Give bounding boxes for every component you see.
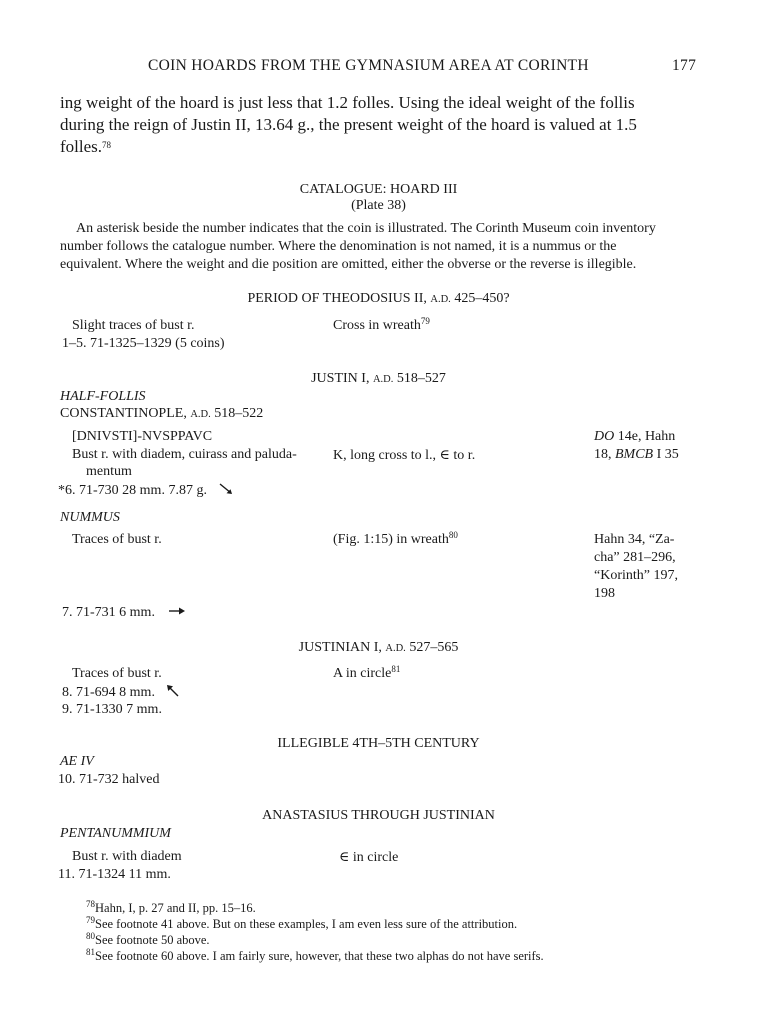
denomination-half-follis: HALF-FOLLIS bbox=[60, 389, 146, 404]
obverse-text: Bust r. with diadem bbox=[72, 849, 182, 864]
obverse-text: Traces of bust r. bbox=[72, 666, 162, 681]
catalogue-note-3: equivalent. Where the weight and die position are omitted, either the obverse or the reverse is illegible. bbox=[60, 257, 637, 272]
die-axis-arrow-icon bbox=[165, 684, 181, 698]
intro-line-2: during the reign of Justin II, 13.64 g., the present weight of the hoard is valued at 1.5 bbox=[60, 115, 637, 134]
footnote-81: $^{81}$See footnote 60 above. I am fairly sure, however, that these two alphas do not have serifs. bbox=[86, 947, 544, 963]
catalogue-note-2: number follows the catalogue number. Where the denomination is not named, it is a nummus or the bbox=[60, 239, 617, 254]
denomination-ae-iv: AE IV bbox=[60, 754, 94, 769]
reverse-text: (Fig. 1:15) in wreath$^{80}$ bbox=[333, 530, 458, 547]
footnote-ref: 78 bbox=[102, 140, 112, 150]
intro-line-1: ing weight of the hoard is just less that 1.2 folles. Using the ideal weight of the follis bbox=[60, 93, 635, 112]
denomination-nummus: NUMMUS bbox=[60, 510, 120, 525]
footnote-78: $^{78}$Hahn, I, p. 27 and II, pp. 15–16. bbox=[86, 899, 256, 915]
catalogue-entry-9: 9. 71-1330 7 mm. bbox=[62, 702, 162, 717]
section-heading-justinian: JUSTINIAN I, A.D. 527–565 bbox=[298, 640, 459, 655]
footnote-ref: 79 bbox=[420, 316, 430, 326]
catalogue-entry-6: *6. 71-730 28 mm. 7.87 g. bbox=[58, 482, 235, 499]
mint-heading: CONSTANTINOPLE, A.D. 518–522 bbox=[60, 406, 264, 421]
die-axis-arrow-icon bbox=[167, 605, 187, 617]
footnote-80: $^{80}$See footnote 50 above. bbox=[86, 931, 210, 947]
reference-text: DO 14e, Hahn bbox=[594, 429, 676, 444]
section-heading-anastasius: ANASTASIUS THROUGH JUSTINIAN bbox=[262, 808, 495, 823]
reference-text: 198 bbox=[594, 586, 615, 601]
catalogue-entry-10: 10. 71-732 halved bbox=[58, 772, 160, 787]
section-heading-justin: JUSTIN I, A.D. 518–527 bbox=[311, 371, 446, 386]
reverse-text: K, long cross to l., ∈ to r. bbox=[333, 448, 476, 463]
catalogue-title: CATALOGUE: HOARD III bbox=[299, 182, 458, 197]
catalogue-entry-8: 8. 71-694 8 mm. bbox=[62, 684, 181, 701]
intro-line-3: folles.$^{78}$ bbox=[60, 137, 112, 156]
coin-legend: [DNIVSTI]-NVSPPAVC bbox=[72, 429, 213, 444]
footnote-ref: 80 bbox=[448, 530, 458, 540]
catalogue-entry-7: 7. 71-731 6 mm. bbox=[62, 605, 187, 621]
obverse-text: Slight traces of bust r. bbox=[72, 318, 195, 333]
reference-text: “Korinth” 197, bbox=[594, 568, 678, 583]
reverse-text: Cross in wreath$^{79}$ bbox=[333, 316, 430, 333]
catalogue-entry-11: 11. 71-1324 11 mm. bbox=[58, 867, 171, 882]
catalogue-note-1: An asterisk beside the number indicates that the coin is illustrated. The Corinth Museum coin inventory bbox=[76, 221, 656, 236]
footnote-ref: 81 bbox=[391, 664, 401, 674]
reference-text: 18, BMCB I 35 bbox=[594, 447, 679, 462]
die-axis-arrow-icon bbox=[217, 482, 235, 496]
running-header-title: COIN HOARDS FROM THE GYMNASIUM AREA AT CORINTH bbox=[148, 57, 589, 74]
obverse-text: Traces of bust r. bbox=[72, 532, 162, 547]
section-heading-theodosius: PERIOD OF THEODOSIUS II, A.D. 425–450? bbox=[247, 291, 510, 306]
reference-text: cha” 281–296, bbox=[594, 550, 676, 565]
page-number: 177 bbox=[672, 57, 697, 74]
footnote-79: $^{79}$See footnote 41 above. But on these examples, I am even less sure of the attribution. bbox=[86, 915, 518, 931]
section-heading-illegible: ILLEGIBLE 4TH–5TH CENTURY bbox=[277, 736, 480, 751]
obverse-text-cont: mentum bbox=[86, 464, 132, 479]
reverse-text: ∈ in circle bbox=[339, 850, 399, 865]
catalogue-entry-1-5: 1–5. 71-1325–1329 (5 coins) bbox=[62, 336, 225, 351]
catalogue-plate: (Plate 38) bbox=[351, 198, 406, 213]
denomination-pentanummium: PENTANUMMIUM bbox=[60, 826, 171, 841]
obverse-text: Bust r. with diadem, cuirass and paluda- bbox=[72, 447, 297, 462]
reference-text: Hahn 34, “Za- bbox=[594, 532, 675, 547]
reverse-text: A in circle$^{81}$ bbox=[333, 664, 401, 681]
